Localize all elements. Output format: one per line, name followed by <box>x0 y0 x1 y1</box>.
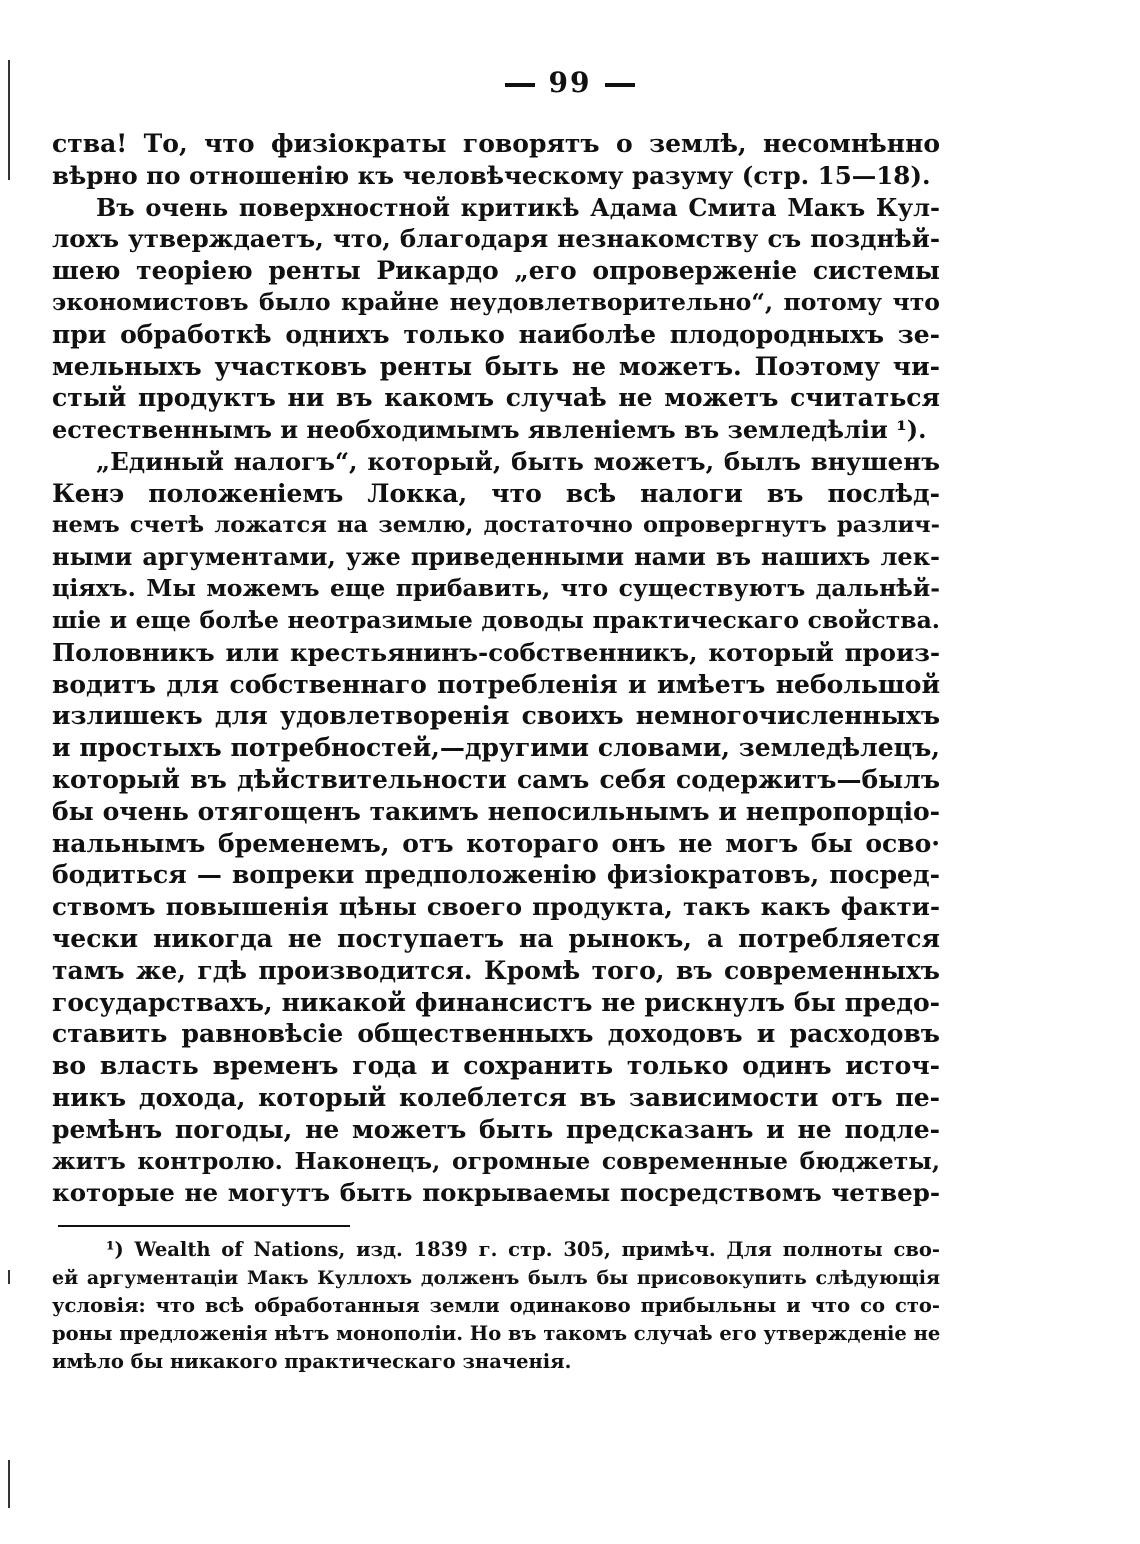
body-line: житъ контролю. Наконецъ, огромные современные бюджеты, <box>52 1146 940 1175</box>
body-text <box>52 128 940 1209</box>
footnote-line: роны предложенiя нѣтъ монополiи. Но въ такомъ случаѣ его утвержденiе не <box>52 1322 940 1345</box>
body-line: лохъ утверждаетъ, что, благодаря незнакомству съ позднѣй- <box>52 224 940 254</box>
body-line: Въ очень поверхностной критикѣ Адама Смита Макъ Кул- <box>96 192 940 222</box>
scan-edge-mark <box>8 1270 10 1284</box>
scan-edge-mark <box>8 60 10 180</box>
body-line: нальнымъ бременемъ, отъ котораго онъ не могъ бы осво· <box>52 828 940 858</box>
body-line: при обработкѣ однихъ только наиболѣе плодородныхъ зе- <box>52 319 940 349</box>
body-line: бодиться — вопреки предположенiю физiократовъ, посред- <box>52 860 940 890</box>
footnotes <box>52 1236 940 1376</box>
body-line: Кенэ положенiемъ Локка, что всѣ налоги въ послѣд- <box>52 478 940 508</box>
page-number <box>0 66 1140 99</box>
body-line: шею теорiею ренты Рикардо „его опроверженiе системы <box>52 256 940 286</box>
footnote-line: имѣло бы никакого практическаго значенiя. <box>52 1350 572 1373</box>
body-line: вѣрно по отношенiю къ человѣческому разуму (стр. 15—18). <box>52 160 931 190</box>
page-number-text: 99 <box>548 66 592 99</box>
body-line: государствахъ, никакой финансистъ не рискнулъ бы предо- <box>52 987 940 1017</box>
page-number-dash-right <box>605 83 635 87</box>
page-number-dash-left <box>505 83 535 87</box>
body-line: цiяхъ. Мы можемъ еще прибавить, что существуютъ дальнѣй- <box>52 574 940 603</box>
body-line: „Единый налогъ“, который, быть можетъ, былъ внушенъ <box>96 446 940 476</box>
scan-edge-mark <box>8 1460 10 1508</box>
body-line: водитъ для собственнаго потребленiя и имѣетъ небольшой <box>52 669 940 699</box>
footnote-line: условiя: что всѣ обработанныя земли одинаково прибыльны и что со сто- <box>52 1294 940 1317</box>
body-line: немъ счетѣ ложатся на землю, достаточно опровергнутъ различ- <box>52 511 940 538</box>
body-line: никъ дохода, который колеблется въ зависимости отъ пе- <box>52 1082 940 1112</box>
body-line: бы очень отягощенъ такимъ непосильнымъ и непропорцiо- <box>52 796 940 826</box>
body-line: ства! То, что физiократы говорятъ о землѣ, несомнѣнно <box>52 129 940 158</box>
body-line: Половникъ или крестьянинъ-собственникъ, который произ- <box>52 637 940 667</box>
body-line: во власть временъ года и сохранить только одинъ источ- <box>52 1051 940 1081</box>
body-line: который въ дѣйствительности самъ себя содержитъ—былъ <box>52 764 940 794</box>
body-line: излишекъ для удовлетворенiя своихъ немногочисленныхъ <box>52 701 940 731</box>
footnote-line: ей аргументацiи Макъ Куллохъ долженъ былъ бы присовокупить слѣдующiя <box>52 1267 940 1289</box>
body-line: ными аргументами, уже приведенными нами въ нашихъ лек- <box>52 542 940 572</box>
body-line: ствомъ повышенiя цѣны своего продукта, такъ какъ факти- <box>52 892 940 922</box>
footnote-divider <box>58 1225 350 1227</box>
footnote-line: ¹) Wealth of Nations, изд. 1839 г. стр. 305, примѣч. Для полноты сво- <box>106 1238 940 1261</box>
body-line: мельныхъ участковъ ренты быть не можетъ. Поэтому чи- <box>52 351 940 381</box>
body-line: шiе и еще болѣе неотразимые доводы практическаго свойства. <box>52 605 940 634</box>
body-line: естественнымъ и необходимымъ явленiемъ въ земледѣлiи ¹). <box>52 415 927 445</box>
body-line: тамъ же, гдѣ производится. Кромѣ того, въ современныхъ <box>52 955 940 985</box>
body-line: которые не могутъ быть покрываемы посредствомъ четвер- <box>52 1178 940 1208</box>
body-line: ремѣнъ погоды, не можетъ быть предсказанъ и не подле- <box>52 1114 940 1144</box>
body-line: стый продуктъ ни въ какомъ случаѣ не можетъ считаться <box>52 383 940 413</box>
body-line: ставить равновѣсiе общественныхъ доходовъ и расходовъ <box>52 1019 940 1049</box>
body-line: и простыхъ потребностей,—другими словами, земледѣлецъ, <box>52 733 940 763</box>
body-line: экономистовъ было крайне неудовлетворительно“, потому что <box>52 287 940 316</box>
body-line: чески никогда не поступаетъ на рынокъ, а потребляется <box>52 923 940 953</box>
